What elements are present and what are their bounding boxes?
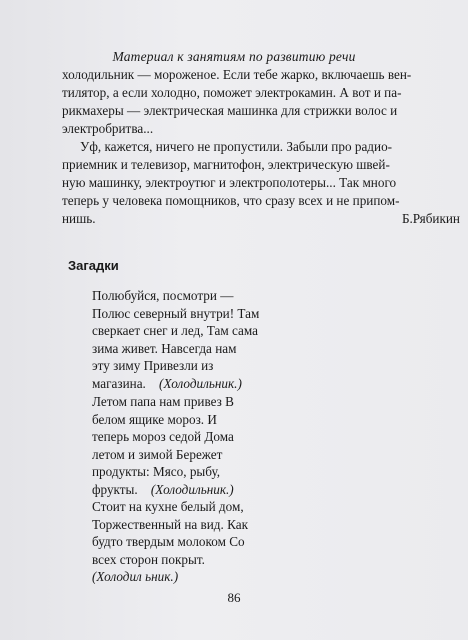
text-line: рикмахеры — электрическая машинка для стрижки волос и	[62, 103, 398, 118]
author-signature: Б.Рябикин	[401, 211, 460, 226]
riddle	[92, 287, 312, 392]
text-line: тилятор, а если холодно, поможет электрокамин. А вот и па-	[62, 85, 402, 100]
riddle-line: будто твердым молоком Со	[92, 534, 245, 549]
riddle-line: Полюбуйся, посмотри —	[92, 288, 234, 303]
riddle	[92, 393, 312, 498]
text-line: Уф, кажется, ничего не пропустили. Забыли про радио-	[80, 139, 393, 154]
text-line: нишь.	[62, 211, 96, 226]
riddle-line: Полюс северный внутри! Там	[92, 305, 260, 321]
riddle-line: зима живет. Навсегда нам	[92, 340, 237, 356]
riddle-line: Летом папа нам привез В	[92, 394, 234, 409]
running-title: Материал к занятиям по развитию речи	[112, 49, 356, 64]
riddle-line: Торжественный на вид. Как	[92, 516, 248, 532]
riddle-line: всех сторон покрыт.	[92, 551, 205, 567]
riddle-answer: (Холодильник.)	[150, 481, 234, 497]
riddle-line: сверкает снег и лед, Там сама	[92, 323, 259, 338]
riddle-line: теперь мороз седой Дома	[92, 429, 234, 444]
page-number: 86	[227, 590, 241, 605]
riddle-line: продукты: Мясо, рыбу,	[92, 464, 221, 479]
section-title: Загадки	[68, 258, 119, 273]
riddle-last-line	[92, 481, 312, 499]
riddle-line: летом и зимой Бережет	[92, 446, 223, 462]
riddle-last-line	[92, 375, 312, 393]
riddle-line: Стоит на кухне белый дом,	[92, 499, 244, 514]
riddle-line: магазина.	[92, 375, 146, 391]
riddle-line: фрукты.	[92, 481, 138, 497]
riddle-line: белом ящике мороз. И	[92, 411, 217, 427]
text-line: холодильник — мороженое. Если тебе жарко, включаешь вен-	[62, 67, 412, 82]
riddle-answer: (Холодил ьник.)	[92, 569, 179, 584]
riddle-line: эту зиму Привезли из	[92, 358, 214, 373]
text-line: ную машинку, электроутюг и электрополотеры... Так много	[62, 175, 397, 190]
riddle	[92, 498, 312, 586]
text-line: приемник и телевизор, магнитофон, электрическую швей-	[62, 157, 390, 172]
prose-text	[62, 66, 464, 228]
riddle-answer: (Холодильник.)	[159, 375, 242, 391]
text-line: электробритва...	[62, 121, 154, 136]
text-line: теперь у человека помощников, что сразу всех и не припом-	[62, 193, 400, 208]
